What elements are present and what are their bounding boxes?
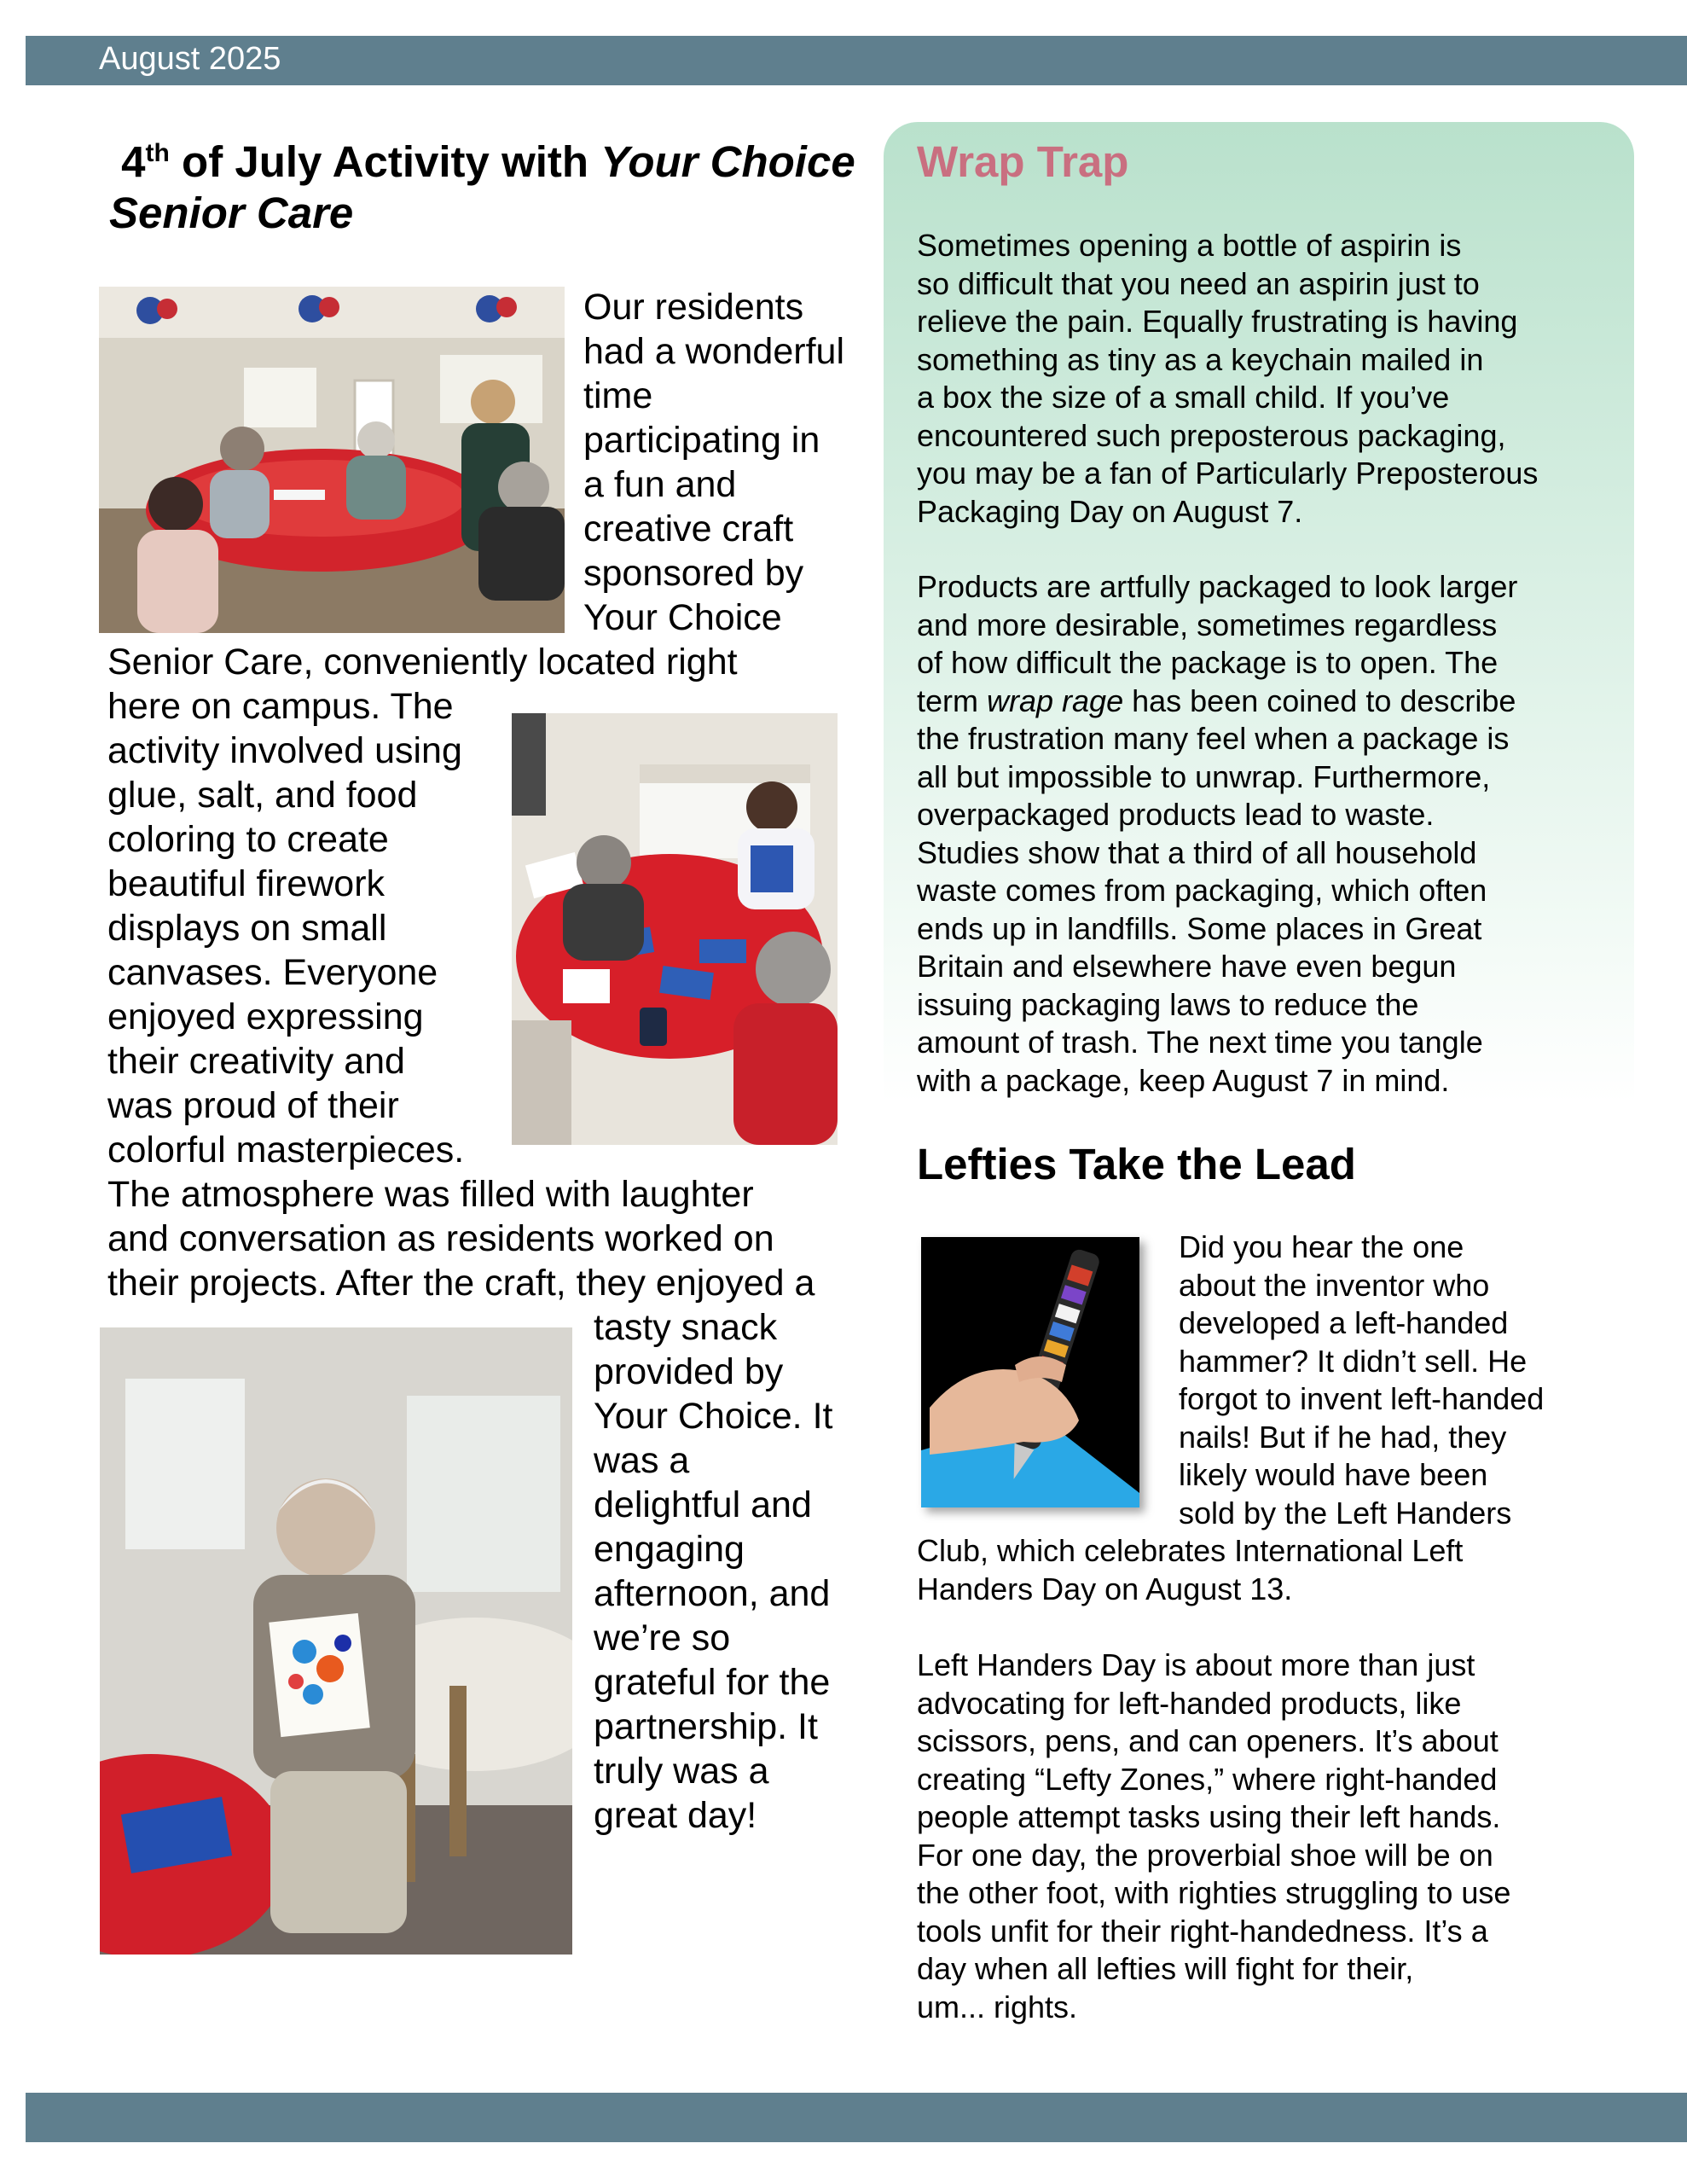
photo-residents-craft-table bbox=[99, 287, 565, 633]
header-bar bbox=[26, 36, 1687, 85]
headline-number: 4 bbox=[121, 137, 146, 186]
photo-resident-with-artwork bbox=[100, 1327, 572, 1955]
footer-bar bbox=[26, 2093, 1687, 2142]
lefties-paragraph-1-side: Did you hear the one about the inventor who developed a left-handed hammer? It didn’t sell. He forgot to invent left-handed nails! But if he had, they likely would have been sold by the Left Handers bbox=[1179, 1229, 1545, 1531]
article-headline bbox=[109, 136, 860, 239]
wrap-trap-paragraph-1: Sometimes opening a bottle of aspirin is so difficult that you need an aspirin just to relieve the pain. Equally frustrating is having something as tiny as a keychain mailed in a box the size of a small child. If you’ve encountered such preposterous packaging, you may be a fan of Particularly Preposterous Packaging Day on August 7. bbox=[917, 228, 1539, 529]
article-paragraph-full-1: Senior Care, conveniently located right bbox=[107, 642, 738, 682]
headline-company: Your Choice Senior Care bbox=[109, 137, 855, 237]
wrap-trap-title: Wrap Trap bbox=[917, 137, 1129, 186]
headline-text: of July Activity with bbox=[169, 137, 601, 186]
wrap-rage-term: wrap rage bbox=[987, 682, 1124, 718]
article-paragraph-side-2: here on campus. The activity involved using glue, salt, and food coloring to create beautiful firework displays on small canvases. Everyone enjoyed expressing their creativity and was proud of their colorful masterpieces. bbox=[107, 686, 465, 1170]
article-paragraph-side-3: tasty snack provided by Your Choice. It was a delightful and engaging afternoon, and we’re so grateful for the partnership. It truly was a great day! bbox=[594, 1307, 833, 1836]
photo-left-hand-pen bbox=[921, 1237, 1139, 1507]
headline-ordinal: th bbox=[145, 139, 170, 167]
article-paragraph-side-1: Our residents had a wonderful time participating in a fun and creative craft sponsored by Your Choice bbox=[583, 287, 844, 638]
lefties-paragraph-1-full: Club, which celebrates International Left Handers Day on August 13. bbox=[917, 1533, 1464, 1606]
lefties-title: Lefties Take the Lead bbox=[917, 1140, 1356, 1188]
issue-date: August 2025 bbox=[99, 41, 281, 77]
wrap-trap-paragraph-2: Products are artfully packaged to look larger and more desirable, sometimes regardless of how difficult the package is to open. The term wrap rage has been coined to describe the frustration many feel when a package is all but impossible to unwrap. Furthermore, overpackaged products lead to waste. Studies show that a third of all household waste comes from packaging, which often ends up in landfills. Some places in Great Britain and elsewhere have even begun issuing packaging laws to reduce the amount of trash. The next time you tangle with a package, keep August 7 in mind. bbox=[917, 569, 1518, 1098]
article-paragraph-full-2: The atmosphere was filled with laughter and conversation as residents worked on their projects. After the craft, they enjoyed a bbox=[107, 1174, 815, 1304]
photo-residents-painting bbox=[512, 713, 838, 1145]
lefties-paragraph-2: Left Handers Day is about more than just advocating for left-handed products, like scissors, pens, and can openers. It’s about creating “Lefty Zones,” where right-handed people attempt tasks using their left hands. For one day, the proverbial shoe will be on the other foot, with righties struggling to use tools unfit for their right-handedness. It’s a day when all lefties will fight for their, um... rights. bbox=[917, 1647, 1511, 2024]
